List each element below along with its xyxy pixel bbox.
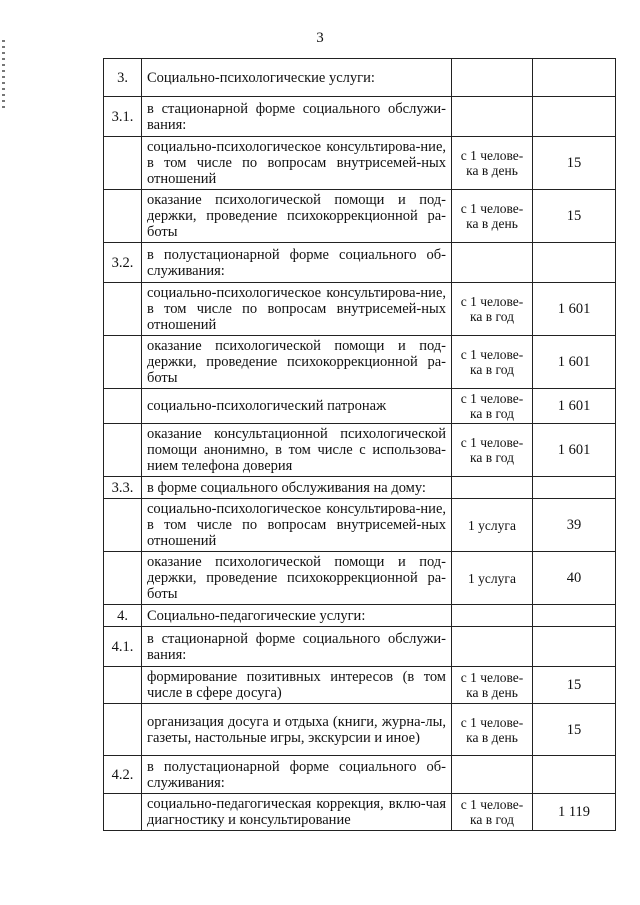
row-number: 4.1. (104, 627, 142, 667)
table-row (104, 627, 616, 667)
service-name: в форме социального обслуживания на дому: (142, 477, 452, 499)
table-row (104, 389, 616, 424)
service-name: в стационарной форме социального обслужи-вания: (142, 627, 452, 667)
unit-of-measure: с 1 челове-ка в год (452, 389, 533, 424)
row-number (104, 137, 142, 190)
row-number (104, 552, 142, 605)
service-value: 1 601 (533, 424, 616, 477)
row-number: 3.3. (104, 477, 142, 499)
row-number (104, 424, 142, 477)
service-value: 40 (533, 552, 616, 605)
services-table-body (104, 59, 616, 831)
service-value: 39 (533, 499, 616, 552)
unit-of-measure (452, 243, 533, 283)
unit-of-measure: 1 услуга (452, 552, 533, 605)
table-row (104, 424, 616, 477)
service-name: оказание психологической помощи и под-держки, проведение психокоррекционной ра-боты (142, 336, 452, 389)
unit-of-measure: с 1 челове-ка в год (452, 283, 533, 336)
row-number (104, 704, 142, 756)
row-number: 3.2. (104, 243, 142, 283)
service-name: социально-психологическое консультирова-ние, в том числе по вопросам внутрисемей-ных отношений (142, 137, 452, 190)
table-row (104, 336, 616, 389)
table-row (104, 756, 616, 794)
service-name: в полустационарной форме социального об-служивания: (142, 243, 452, 283)
service-value: 15 (533, 667, 616, 704)
service-value: 1 601 (533, 389, 616, 424)
row-number: 4.2. (104, 756, 142, 794)
service-name: оказание психологической помощи и под-держки, проведение психокоррекционной ра-боты (142, 552, 452, 605)
table-row (104, 283, 616, 336)
row-number (104, 499, 142, 552)
service-name: социально-психологическое консультирова-ние, в том числе по вопросам внутрисемей-ных отношений (142, 283, 452, 336)
unit-of-measure (452, 59, 533, 97)
unit-of-measure (452, 477, 533, 499)
table-row (104, 190, 616, 243)
service-value (533, 605, 616, 627)
row-number (104, 336, 142, 389)
table-row (104, 499, 616, 552)
service-value (533, 477, 616, 499)
row-number: 3.1. (104, 97, 142, 137)
row-number: 4. (104, 605, 142, 627)
services-table (103, 58, 616, 831)
service-value (533, 756, 616, 794)
page-number: 3 (316, 30, 324, 46)
service-name: социально-педагогическая коррекция, вклю-чая диагностику и консультирование (142, 794, 452, 831)
service-name: Социально-педагогические услуги: (142, 605, 452, 627)
service-value (533, 243, 616, 283)
service-name: формирование позитивных интересов (в том числе в сфере досуга) (142, 667, 452, 704)
scan-edge-marks (2, 40, 5, 110)
table-row (104, 794, 616, 831)
unit-of-measure (452, 97, 533, 137)
unit-of-measure (452, 605, 533, 627)
table-row (104, 552, 616, 605)
unit-of-measure: с 1 челове-ка в день (452, 667, 533, 704)
service-value (533, 97, 616, 137)
unit-of-measure (452, 756, 533, 794)
row-number (104, 389, 142, 424)
table-row (104, 97, 616, 137)
service-name: в стационарной форме социального обслужи-вания: (142, 97, 452, 137)
service-value (533, 627, 616, 667)
service-name: оказание консультационной психологической помощи анонимно, в том числе с использова-нием телефона доверия (142, 424, 452, 477)
unit-of-measure: с 1 челове-ка в день (452, 190, 533, 243)
unit-of-measure: с 1 челове-ка в год (452, 794, 533, 831)
unit-of-measure: с 1 челове-ка в день (452, 137, 533, 190)
table-row (104, 59, 616, 97)
service-value: 15 (533, 190, 616, 243)
unit-of-measure (452, 627, 533, 667)
service-name: социально-психологический патронаж (142, 389, 452, 424)
row-number (104, 667, 142, 704)
table-row (104, 605, 616, 627)
service-value: 15 (533, 137, 616, 190)
row-number (104, 190, 142, 243)
unit-of-measure: с 1 челове-ка в день (452, 704, 533, 756)
service-name: оказание психологической помощи и под-держки, проведение психокоррекционной ра-боты (142, 190, 452, 243)
unit-of-measure: с 1 челове-ка в год (452, 336, 533, 389)
service-value (533, 59, 616, 97)
service-value: 1 601 (533, 336, 616, 389)
table-row (104, 137, 616, 190)
row-number (104, 283, 142, 336)
service-value: 1 119 (533, 794, 616, 831)
service-name: социально-психологическое консультирова-ние, в том числе по вопросам внутрисемей-ных отношений (142, 499, 452, 552)
row-number: 3. (104, 59, 142, 97)
row-number (104, 794, 142, 831)
table-row (104, 243, 616, 283)
service-name: Социально-психологические услуги: (142, 59, 452, 97)
table-row (104, 704, 616, 756)
unit-of-measure: 1 услуга (452, 499, 533, 552)
unit-of-measure: с 1 челове-ка в год (452, 424, 533, 477)
service-name: в полустационарной форме социального об-служивания: (142, 756, 452, 794)
table-row (104, 477, 616, 499)
service-name: организация досуга и отдыха (книги, журна-лы, газеты, настольные игры, экскурсии и иное) (142, 704, 452, 756)
service-value: 15 (533, 704, 616, 756)
service-value: 1 601 (533, 283, 616, 336)
table-row (104, 667, 616, 704)
